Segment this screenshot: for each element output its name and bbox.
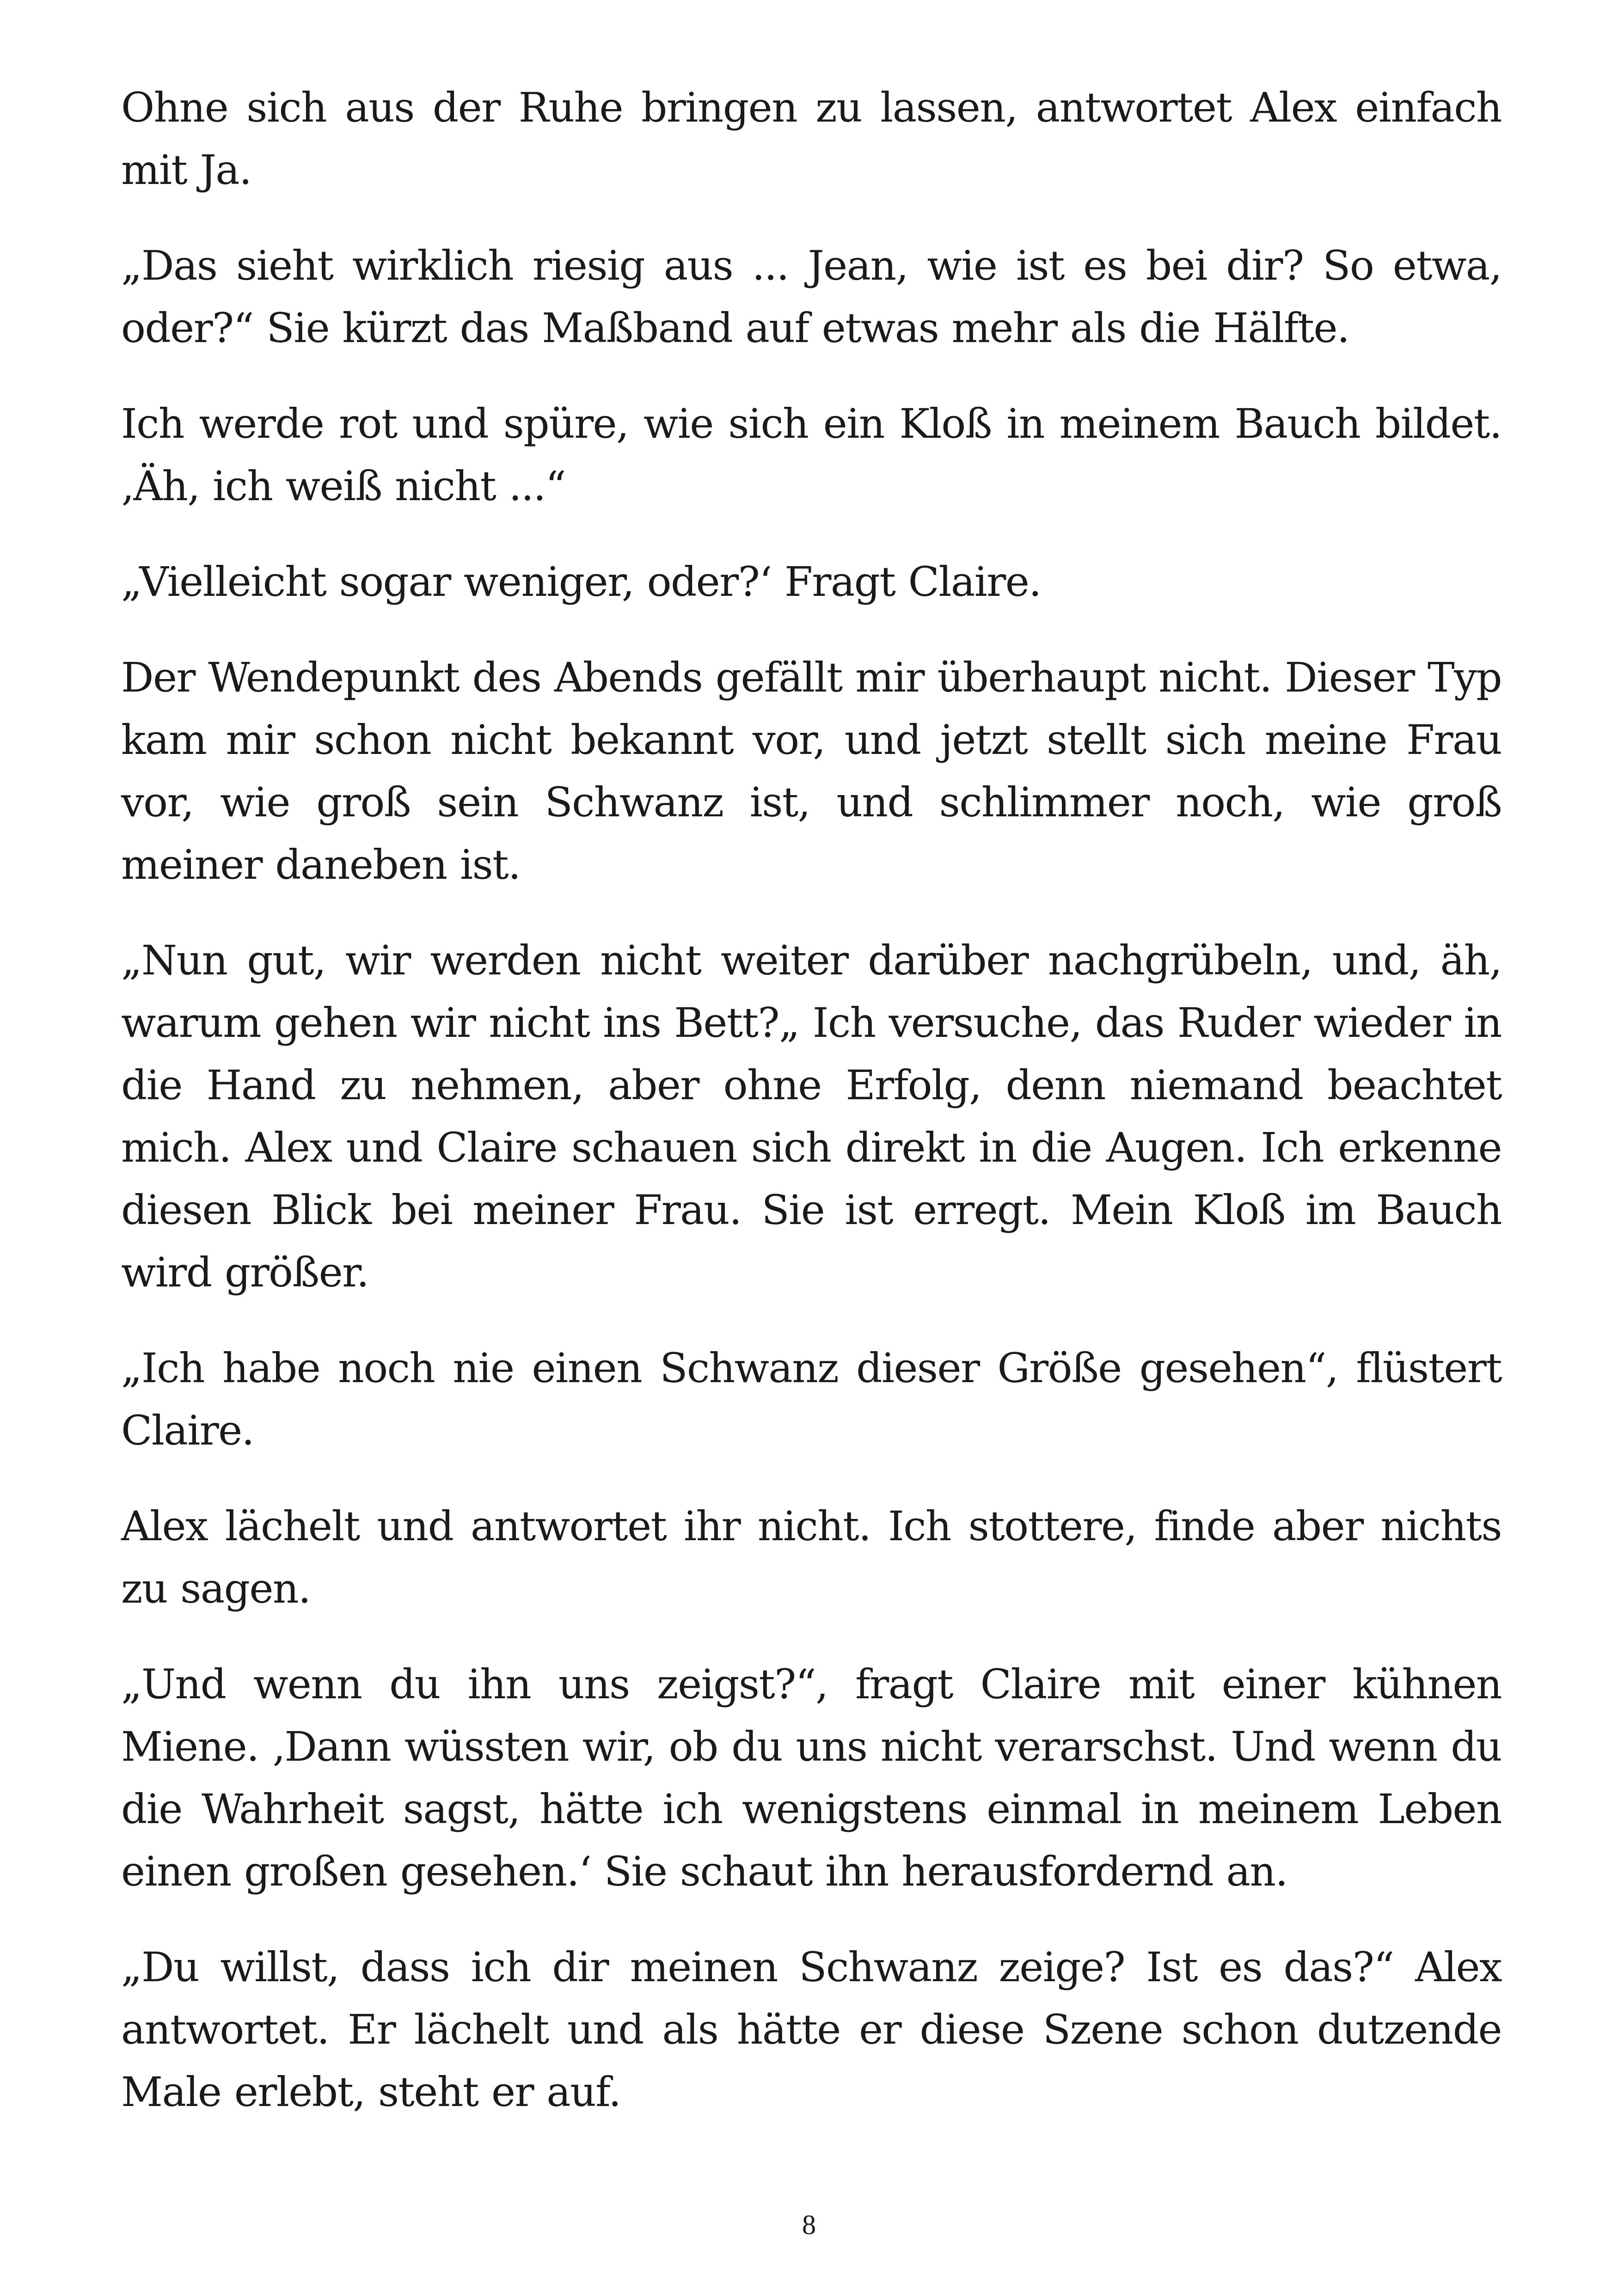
paragraph-7: „Ich habe noch nie einen Schwanz dieser Größe gesehen“, flüstert Claire.: [121, 1344, 1502, 1454]
paragraph-4: „Vielleicht sogar weniger, oder?‘ Fragt Claire.: [121, 558, 1041, 606]
paragraph-1: Ohne sich aus der Ruhe bringen zu lassen, antwortet Alex einfach mit Ja.: [121, 84, 1502, 194]
paragraph-2: „Das sieht wirklich riesig aus ... Jean, wie ist es bei dir? So etwa, oder?“ Sie kürzt das Maßband auf etwas mehr als die Hälfte.: [121, 242, 1502, 352]
page-body: [121, 76, 1502, 2156]
paragraph-9: „Und wenn du ihn uns zeigst?“, fragt Claire mit einer kühnen Miene. ‚Dann wüssten wir, ob du uns nicht verarschst. Und wenn du die Wahrheit sagst, hätte ich wenigstens einmal in meinem Leben einen großen gesehen.‘ Sie schaut ihn herausfordernd an.: [121, 1660, 1502, 1895]
paragraph-10: „Du willst, dass ich dir meinen Schwanz zeige? Ist es das?“ Alex antwortet. Er lächelt und als hätte er diese Szene schon dutzende Male erlebt, steht er auf.: [121, 1943, 1502, 2116]
paragraph-5: Der Wendepunkt des Abends gefällt mir überhaupt nicht. Dieser Typ kam mir schon nicht bekannt vor, und jetzt stellt sich meine Frau vor, wie groß sein Schwanz ist, und schlimmer noch, wie groß meiner daneben ist.: [121, 654, 1502, 888]
paragraph-8: Alex lächelt und antwortet ihr nicht. Ich stottere, finde aber nichts zu sagen.: [121, 1502, 1502, 1612]
paragraph-6: „Nun gut, wir werden nicht weiter darüber nachgrübeln, und, äh, warum gehen wir nicht ins Bett?„ Ich versuche, das Ruder wieder in die Hand zu nehmen, aber ohne Erfolg, denn niemand beachtet mich. Alex und Claire schauen sich direkt in die Augen. Ich erkenne diesen Blick bei meiner Frau. Sie ist erregt. Mein Kloß im Bauch wird größer.: [121, 937, 1502, 1296]
paragraph-3: Ich werde rot und spüre, wie sich ein Kloß in meinem Bauch bildet. ‚Äh, ich weiß nicht ...“: [121, 400, 1502, 510]
page-number: 8: [802, 2210, 816, 2240]
